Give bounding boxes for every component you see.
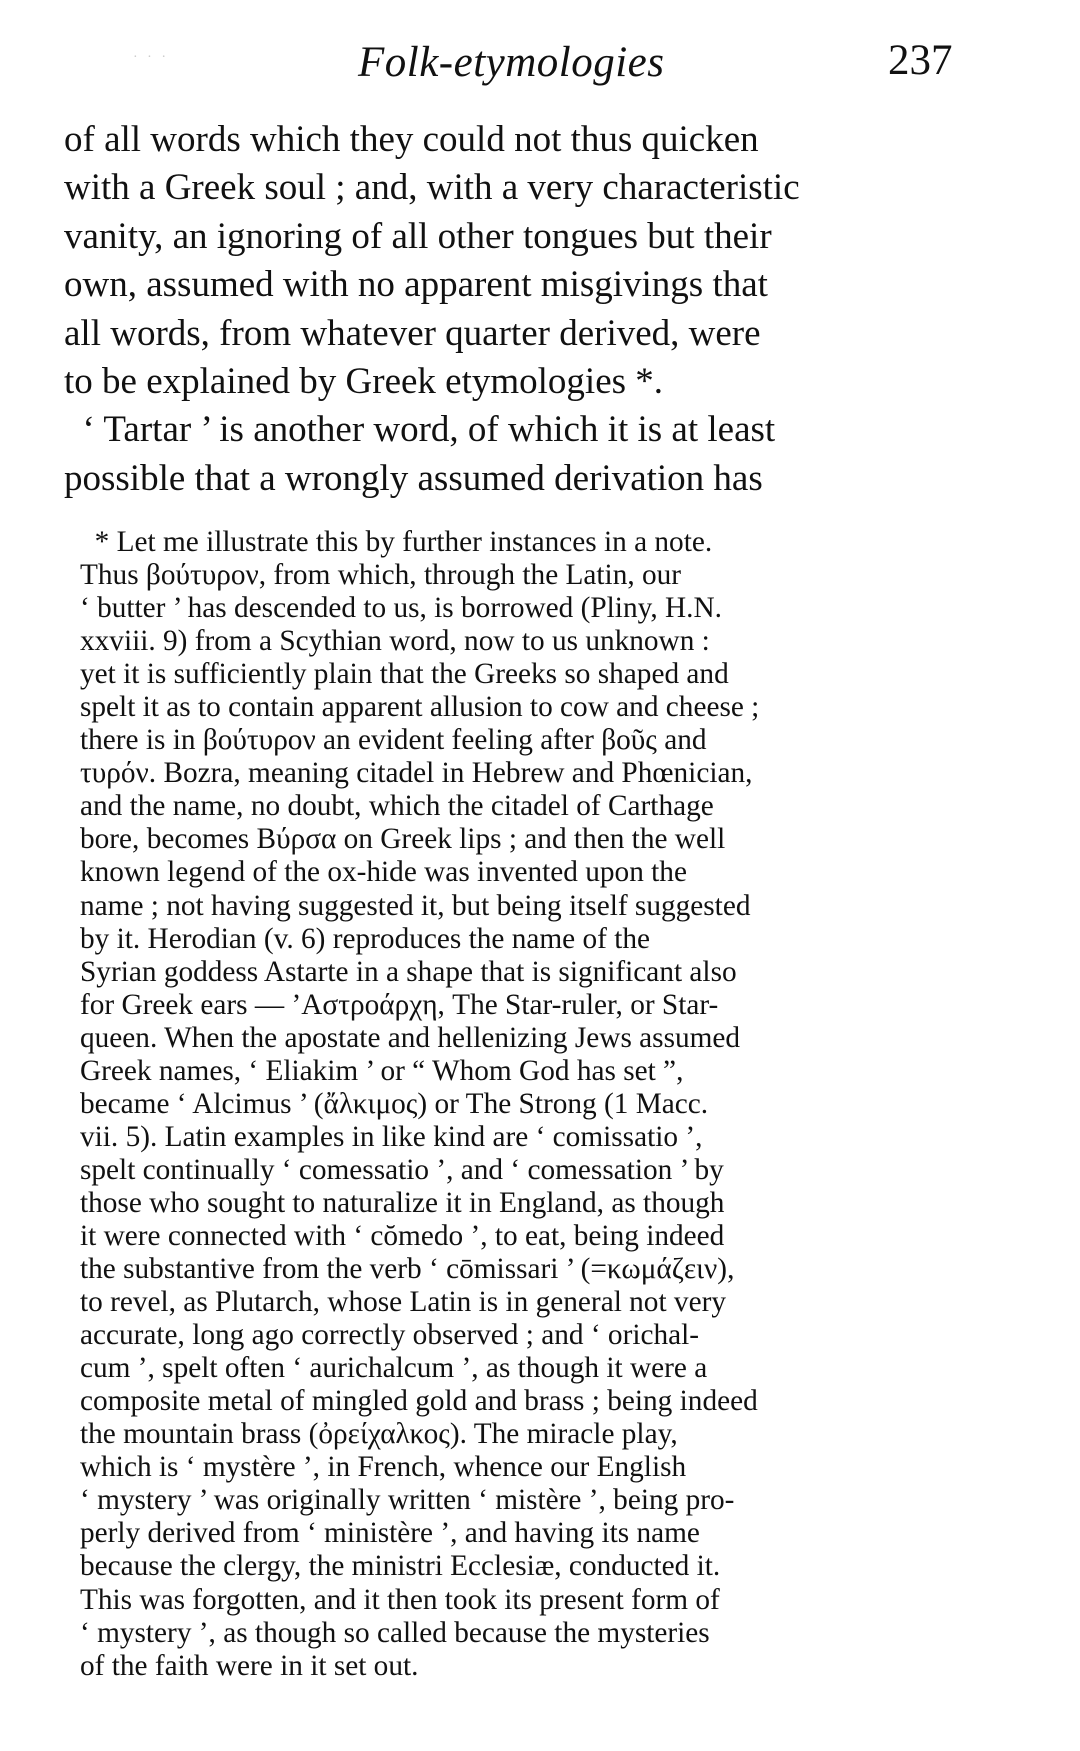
footnote-line: perly derived from ‘ ministère ’, and having its name [80, 1517, 700, 1550]
footnote-line: and the name, no doubt, which the citadel of Carthage [80, 790, 714, 823]
footnote-line: bore, becomes Βύρσα on Greek lips ; and then the well [80, 823, 726, 856]
footnote-line: queen. When the apostate and hellenizing Jews assumed [80, 1021, 741, 1054]
footnote-line: This was forgotten, and it then took its present form of [80, 1583, 720, 1616]
footnote-line: there is in βούτυρον an evident feeling after βοῦς and [80, 724, 707, 757]
footnote-line: yet it is sufficiently plain that the Greeks so shaped and [80, 658, 729, 691]
body-line: own, assumed with no apparent misgivings that [64, 264, 768, 306]
footnote-line: τυρόν. Bozra, meaning citadel in Hebrew and Phœnician, [80, 757, 753, 790]
footnote-line: ‘ mystery ’ was originally written ‘ mistère ’, being pro- [80, 1484, 735, 1517]
footnote-line: ‘ butter ’ has descended to us, is borrowed (Pliny, H.N. [80, 592, 722, 625]
body-line: to be explained by Greek etymologies *. [64, 360, 664, 402]
body-line: all words, from whatever quarter derived, were [64, 312, 761, 354]
footnote-line: ‘ mystery ’, as though so called because the mysteries [80, 1616, 710, 1649]
footnote-line: Greek names, ‘ Eliakim ’ or “ Whom God has set ”, [80, 1054, 684, 1087]
footnote-line: cum ’, spelt often ‘ aurichalcum ’, as though it were a [80, 1352, 708, 1385]
footnote-line: * Let me illustrate this by further instances in a note. [80, 526, 713, 558]
footnote-line: by it. Herodian (v. 6) reproduces the name of the [80, 922, 651, 955]
body-line: possible that a wrongly assumed derivation has [64, 457, 763, 499]
footnote-line: Thus βούτυρον, from which, through the Latin, our [80, 559, 682, 592]
footnote-line: of the faith were in it set out. [80, 1649, 419, 1682]
footnote-line: because the clergy, the ministri Ecclesiæ, conducted it. [80, 1550, 721, 1583]
footnote-line: xxviii. 9) from a Scythian word, now to us unknown : [80, 625, 710, 658]
footnote-line: known legend of the ox-hide was invented upon the [80, 856, 687, 889]
body-line: of all words which they could not thus quicken [64, 119, 759, 160]
paragraph-start-line: ‘ Tartar ’ is another word, of which it is at least [64, 409, 776, 451]
footnote-line: it were connected with ‘ cŏmedo ’, to eat, being indeed [80, 1219, 725, 1252]
footnote [80, 526, 1000, 1683]
running-head [0, 30, 1080, 90]
body-text [64, 116, 974, 503]
footnote-line: for Greek ears — ’Αστροάρχη, The Star-ruler, or Star- [80, 988, 719, 1021]
footnote-line: which is ‘ mystère ’, in French, whence our English [80, 1451, 687, 1484]
footnote-line: those who sought to naturalize it in England, as though [80, 1186, 725, 1219]
footnote-line: became ‘ Alcimus ’ (ἄλκιμος) or The Strong (1 Macc. [80, 1087, 709, 1120]
page-title: Folk-etymologies [358, 39, 665, 86]
footnote-line: spelt it as to contain apparent allusion to cow and cheese ; [80, 691, 760, 724]
body-line: vanity, an ignoring of all other tongues but their [64, 215, 772, 257]
footnote-line: vii. 5). Latin examples in like kind are ‘ comissatio ’, [80, 1120, 703, 1153]
footnote-line: composite metal of mingled gold and brass ; being indeed [80, 1385, 758, 1418]
footnote-line: spelt continually ‘ comessatio ’, and ‘ comessation ’ by [80, 1153, 724, 1186]
footnote-line: the substantive from the verb ‘ cōmissari ’ (=κωμάζειν), [80, 1253, 735, 1286]
page-number: 237 [888, 37, 953, 84]
footnote-line: Syrian goddess Astarte in a shape that is significant also [80, 955, 737, 988]
footnote-line: to revel, as Plutarch, whose Latin is in general not very [80, 1286, 726, 1319]
footnote-line: accurate, long ago correctly observed ; and ‘ orichal- [80, 1319, 700, 1352]
print-smudge: · · · [133, 50, 169, 65]
body-line: with a Greek soul ; and, with a very characteristic [64, 167, 800, 209]
footnote-line: the mountain brass (ὀρείχαλκος). The miracle play, [80, 1418, 678, 1451]
footnote-line: name ; not having suggested it, but being itself suggested [80, 889, 751, 922]
